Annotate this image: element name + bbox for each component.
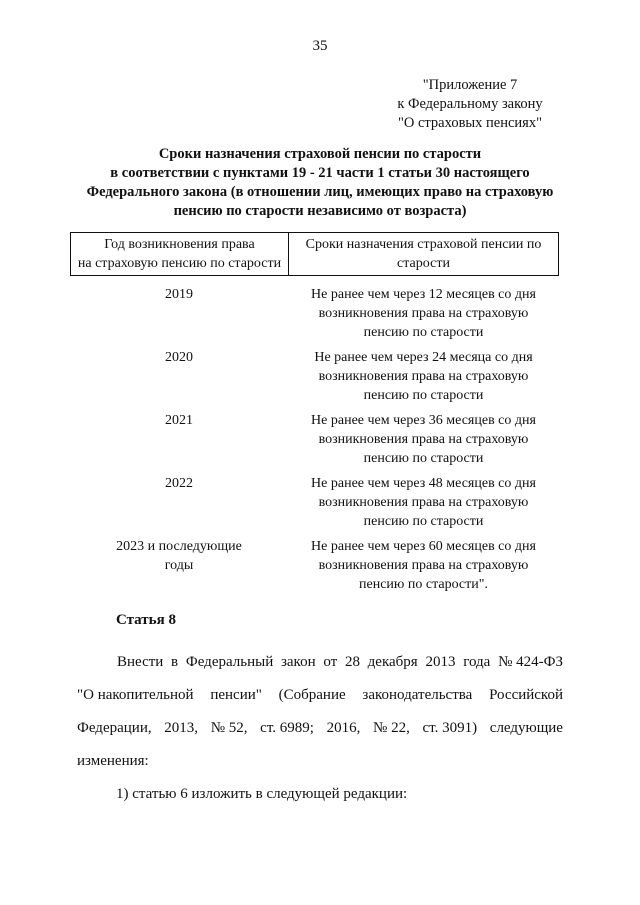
word: Внести (117, 654, 164, 670)
word: "О накопительной (77, 687, 194, 703)
cell-text: Не ранее чем через 60 месяцев со дня (311, 539, 536, 554)
cell-text: 2020 (165, 350, 193, 365)
word: законодательства (362, 687, 473, 703)
cell-text: Не ранее чем через 12 месяцев со дня (311, 287, 536, 302)
title-line: Сроки назначения страховой пенсии по старости (158, 146, 482, 162)
cell-text: 2021 (165, 413, 193, 428)
year-cell (70, 285, 288, 348)
word: (Собрание (278, 687, 346, 703)
word: года (463, 654, 491, 670)
article-paragraph (77, 646, 563, 778)
cell-text: пенсию по старости (363, 388, 484, 403)
word: № 22, (373, 720, 410, 736)
cell-text: возникновения права на страховую (318, 495, 529, 510)
table-body (70, 285, 559, 600)
term-cell (288, 348, 559, 411)
cell-text: пенсию по старости". (359, 577, 488, 592)
term-cell (288, 411, 559, 474)
cell-text: 2023 и последующие (116, 539, 242, 554)
cell-text: Не ранее чем через 48 месяцев со дня (311, 476, 536, 491)
word: Федеральный (185, 654, 274, 670)
word: 2013 (425, 654, 456, 670)
word: пенсии" (210, 687, 262, 703)
header-term-column (289, 233, 558, 275)
page-number: 35 (312, 38, 328, 54)
cell-text: Не ранее чем через 36 месяцев со дня (311, 413, 536, 428)
word: в (171, 654, 179, 670)
word: Федерации, (77, 720, 152, 736)
word: ст. 3091) (422, 720, 478, 736)
year-cell (70, 411, 288, 474)
term-cell (288, 285, 559, 348)
paragraph-line (77, 646, 563, 679)
year-cell (70, 348, 288, 411)
header-text: на страховую пенсию по старости (77, 256, 282, 271)
cell-text: возникновения права на страховую (318, 558, 529, 573)
word: ст. 6989; (260, 720, 314, 736)
word: Российской (489, 687, 563, 703)
document-title (70, 145, 570, 221)
cell-text: пенсию по старости (363, 514, 484, 529)
word: 28 (344, 654, 360, 670)
cell-text: возникновения права на страховую (318, 369, 529, 384)
appendix-line: "Приложение 7 (422, 77, 518, 93)
word: 2016, (326, 720, 361, 736)
paragraph-line (77, 745, 563, 778)
word: следующие (489, 720, 563, 736)
term-cell (288, 537, 559, 600)
header-year-column (71, 233, 289, 275)
cell-text: возникновения права на страховую (318, 306, 529, 321)
cell-text: пенсию по старости (363, 325, 484, 340)
paragraph-line (77, 679, 563, 712)
word: 2013, (164, 720, 199, 736)
table-row (70, 285, 559, 348)
word: № 52, (210, 720, 248, 736)
list-item: 1) статью 6 изложить в следующей редакции: (116, 786, 408, 802)
table-row (70, 474, 559, 537)
table-row (70, 537, 559, 600)
header-text: Год возникновения права (104, 237, 255, 252)
year-cell (70, 474, 288, 537)
header-text: Сроки назначения страховой пенсии по (305, 237, 542, 252)
appendix-header (380, 76, 560, 133)
article-heading: Статья 8 (116, 612, 176, 628)
table-row (70, 411, 559, 474)
cell-text: возникновения права на страховую (318, 432, 529, 447)
header-text: старости (397, 256, 450, 271)
word: изменения: (77, 753, 149, 769)
word: закон (280, 654, 316, 670)
word: № 424-ФЗ (498, 654, 563, 670)
cell-text: пенсию по старости (363, 451, 484, 466)
word: от (323, 654, 338, 670)
title-line: в соответствии с пунктами 19 - 21 части 1 статьи 30 настоящего (110, 165, 530, 181)
appendix-line: "О страховых пенсиях" (397, 115, 543, 131)
word: декабря (367, 654, 418, 670)
term-cell (288, 474, 559, 537)
cell-text: Не ранее чем через 24 месяца со дня (314, 350, 533, 365)
year-cell (70, 537, 288, 600)
cell-text: 2019 (165, 287, 193, 302)
table-row (70, 348, 559, 411)
paragraph-line (77, 712, 563, 745)
appendix-line: к Федеральному закону (397, 96, 543, 112)
title-line: пенсию по старости независимо от возраста) (173, 203, 467, 219)
table-header (70, 232, 559, 276)
cell-text: годы (164, 558, 194, 573)
title-line: Федерального закона (в отношении лиц, имеющих право на страховую (86, 184, 554, 200)
cell-text: 2022 (165, 476, 193, 491)
